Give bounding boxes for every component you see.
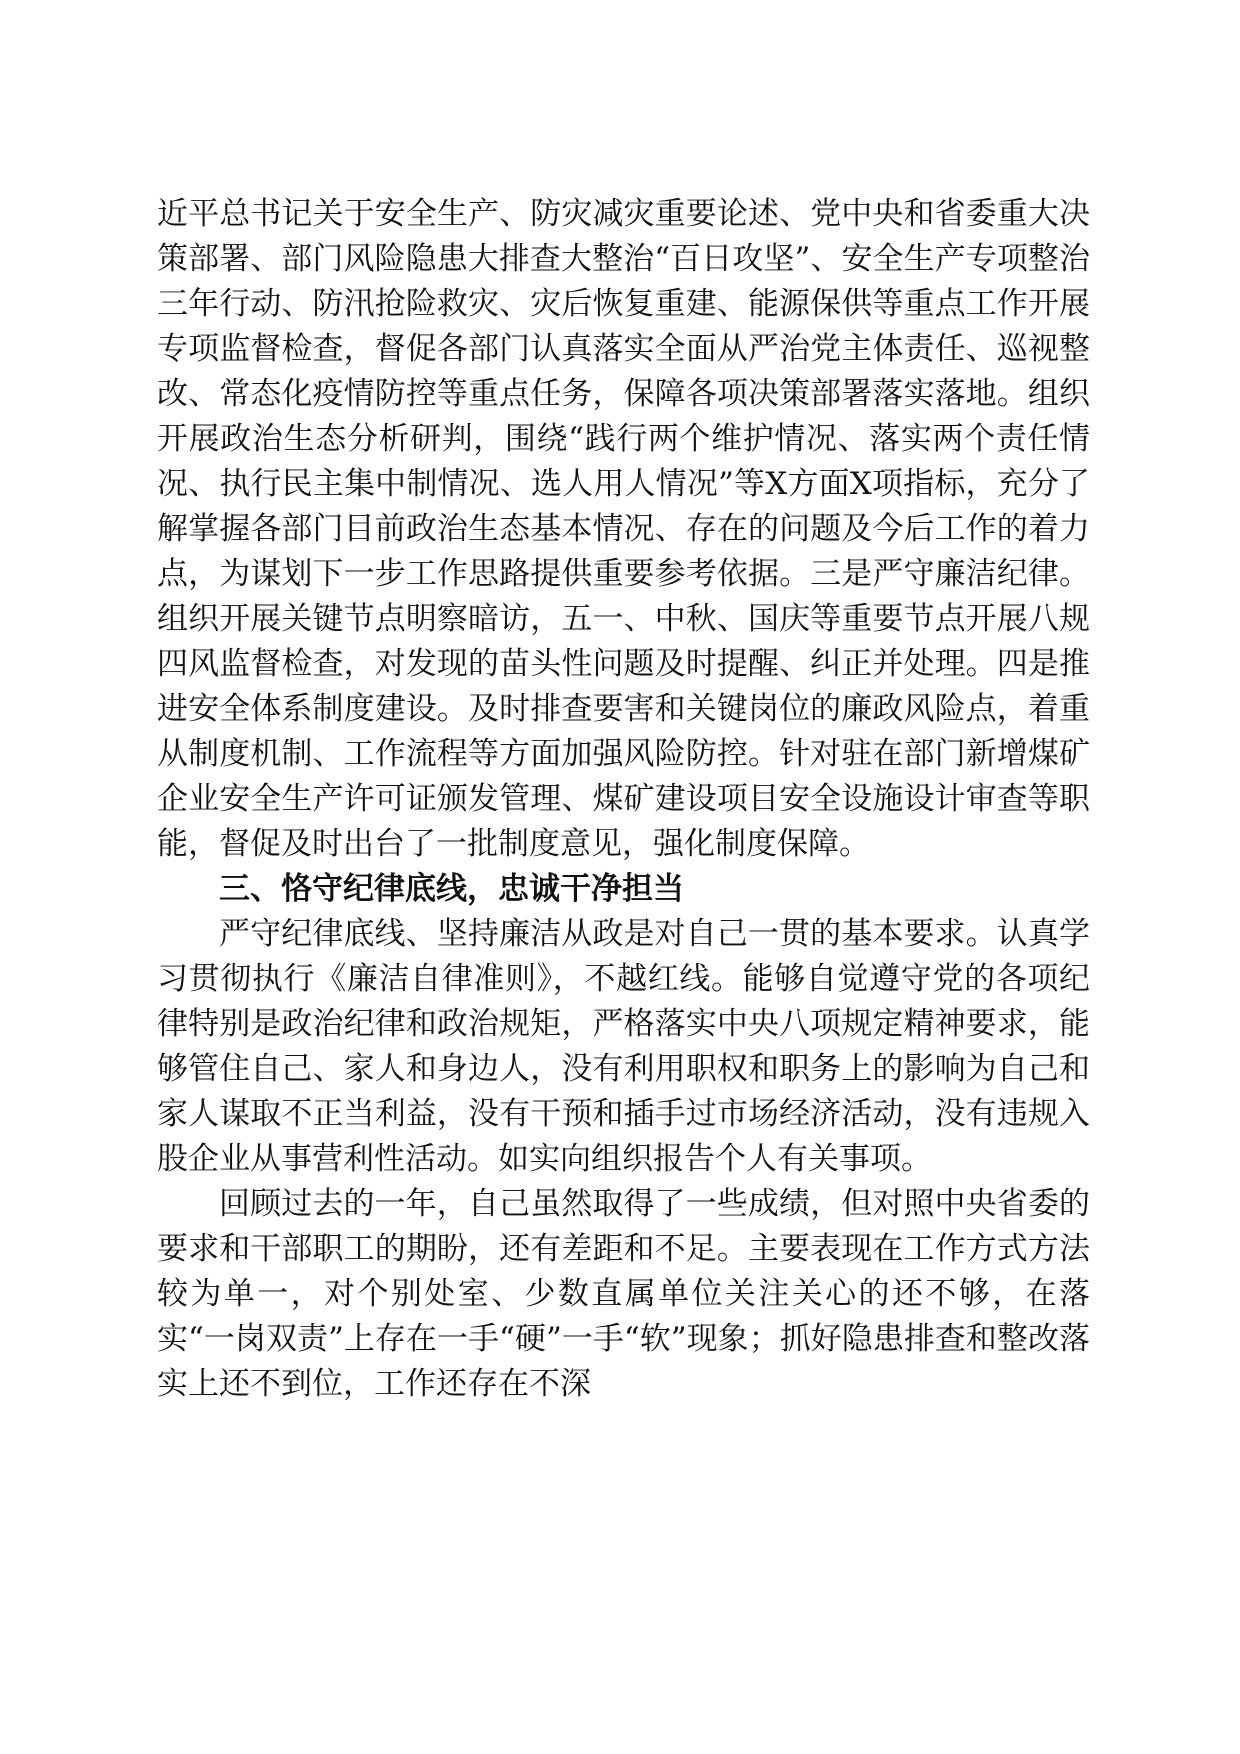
- body-paragraph: 严守纪律底线、坚持廉洁从政是对自己一贯的基本要求。认真学习贯彻执行《廉洁自律准则》，不越红线。能够自觉遵守党的各项纪律特别是政治纪律和政治规矩，严格落实中央八项规定精神要求，能够管住自己、家人和身边人，没有利用职权和职务上的影响为自己和家人谋取不正当利益，没有干预和插手过市场经济活动，没有违规入股企业从事营利性活动。如实向组织报告个人有关事项。: [157, 916, 1090, 1177]
- body-paragraph: 近平总书记关于安全生产、防灾减灾重要论述、党中央和省委重大决策部署、部门风险隐患大排查大整治“百日攻坚”、安全生产专项整治三年行动、防汛抢险救灾、灾后恢复重建、能源保供等重点工作开展专项监督检查，督促各部门认真落实全面从严治党主体责任、巡视整改、常态化疫情防控等重点任务，保障各项决策部署落实落地。组织开展政治生态分析研判，围绕“践行两个维护情况、落实两个责任情况、执行民主集中制情况、选人用人情况”等X方面X项指标，充分了解掌握各部门目前政治生态基本情况、存在的问题及今后工作的着力点，为谋划下一步工作思路提供重要参考依据。三是严守廉洁纪律。组织开展关键节点明察暗访，五一、中秋、国庆等重要节点开展八规四风监督检查，对发现的苗头性问题及时提醒、纠正并处理。四是推进安全体系制度建设。及时排查要害和关键岗位的廉政风险点，着重从制度机制、工作流程等方面加强风险防控。针对驻在部门新增煤矿企业安全生产许可证颁发管理、煤矿建设项目安全设施设计审查等职能，督促及时出台了一批制度意见，强化制度保障。: [157, 196, 1090, 862]
- body-paragraph: 回顾过去的一年，自己虽然取得了一些成绩，但对照中央省委的要求和干部职工的期盼，还有差距和不足。主要表现在工作方式方法较为单一，对个别处室、少数直属单位关注关心的还不够，在落实“一岗双责”上存在一手“硬”一手“软”现象；抓好隐患排查和整改落实上还不到位，工作还存在不深: [157, 1186, 1090, 1402]
- document-page: [157, 192, 1090, 1407]
- section-heading: 三、恪守纪律底线，忠诚干净担当: [219, 871, 684, 907]
